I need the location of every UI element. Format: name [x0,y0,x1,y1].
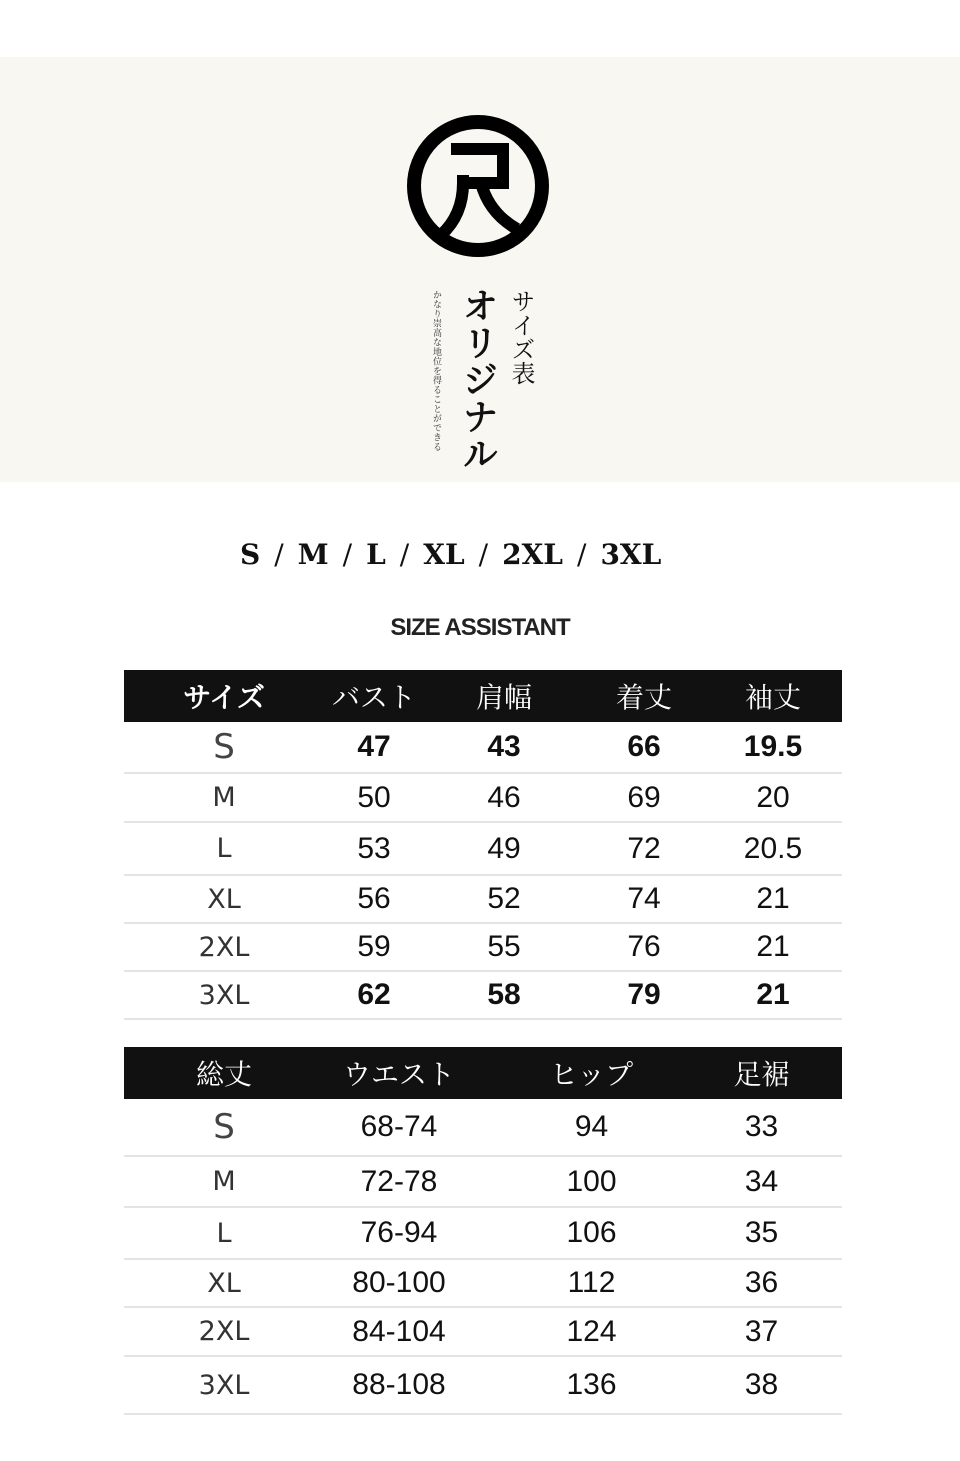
table-row [124,1357,842,1415]
size-table-upper [124,670,842,1020]
size-cell: M [212,1166,236,1197]
table-row [124,1260,842,1308]
value-cell: 69 [627,780,661,814]
table-header [124,670,842,722]
value-cell: 72-78 [360,1164,438,1198]
header-cell: サイズ [183,681,265,714]
header-cell: 総丈 [195,1058,252,1091]
value-cell: 55 [487,930,521,963]
value-cell: 68-74 [360,1110,438,1143]
size-option: 2XL [502,537,563,571]
value-cell: 47 [357,730,391,763]
table-header [124,1047,842,1099]
value-cell: 76-94 [360,1216,438,1249]
value-cell: 21 [756,930,790,963]
value-cell: 53 [357,831,391,865]
value-cell: 100 [566,1164,617,1198]
value-cell: 21 [756,978,790,1011]
value-cell: 74 [627,882,661,915]
size-cell: 3XL [198,1369,250,1401]
size-cell: M [212,782,236,813]
table-row [124,1308,842,1357]
size-cell: S [213,1107,235,1147]
value-cell: 35 [744,1216,779,1249]
value-cell: 49 [487,831,521,865]
size-chart-subtitle-vertical: サイズ表 [507,289,535,385]
value-cell: 106 [566,1216,617,1249]
size-cell: 3XL [198,979,250,1011]
value-cell: 37 [744,1314,779,1348]
size-cell: S [213,727,235,767]
value-cell: 58 [487,978,521,1011]
size-option: M [297,537,329,571]
size-option: 3XL [600,537,662,571]
value-cell: 50 [357,780,391,814]
separator: / [478,537,489,571]
value-cell: 36 [744,1266,779,1299]
table-row [124,823,842,876]
value-cell: 79 [627,978,661,1011]
value-cell: 84-104 [352,1314,446,1348]
table-row [124,1157,842,1208]
table-row [124,1208,842,1260]
table-row [124,774,842,823]
value-cell: 62 [357,978,391,1011]
table-row [124,1099,842,1157]
value-cell: 88-108 [352,1368,446,1401]
value-cell: 20 [756,780,790,814]
size-option: S [240,537,261,571]
header-cell: 着丈 [615,681,672,714]
size-cell: L [216,1217,232,1249]
header-cell: 足裾 [733,1058,790,1091]
value-cell: 94 [574,1110,609,1143]
table-row [124,876,842,924]
size-option: XL [423,537,465,571]
tagline-vertical: かなり崇高な地位を得ることができる [431,290,441,452]
value-cell: 20.5 [743,831,803,865]
value-cell: 33 [744,1110,779,1143]
size-option: L [366,537,386,571]
brand-title-vertical: オリジナル [457,287,499,472]
value-cell: 80-100 [352,1266,446,1299]
separator: / [274,537,284,571]
value-cell: 136 [566,1368,617,1401]
size-cell: XL [207,883,241,915]
value-cell: 43 [487,730,521,763]
value-cell: 112 [567,1266,616,1299]
size-assistant-heading: SIZE ASSISTANT [390,614,570,641]
value-cell: 66 [627,730,661,763]
size-cell: XL [207,1267,241,1299]
value-cell: 56 [357,882,391,915]
size-cell: L [216,833,232,864]
value-cell: 38 [744,1368,779,1401]
table-row [124,722,842,774]
value-cell: 52 [487,882,521,915]
separator: / [577,537,587,571]
value-cell: 46 [487,780,521,814]
logo-icon [405,113,551,259]
value-cell: 76 [627,930,661,963]
size-table-lower [124,1047,842,1415]
header-cell: ヒップ [549,1058,634,1091]
size-cell: 2XL [198,931,250,963]
size-options-line [240,532,780,576]
separator: / [399,537,410,571]
value-cell: 124 [566,1314,617,1348]
value-cell: 59 [357,930,391,963]
value-cell: 34 [744,1164,779,1198]
header-cell: バスト [331,681,416,714]
separator: / [342,537,353,571]
header-cell: 肩幅 [475,681,532,714]
table-row [124,972,842,1020]
table-row [124,924,842,972]
header-cell: ウエスト [342,1058,455,1091]
value-cell: 21 [756,882,790,915]
brand-logo [405,113,551,259]
size-cell: 2XL [198,1316,250,1347]
value-cell: 72 [627,831,661,865]
value-cell: 19.5 [743,730,803,763]
header-cell: 袖丈 [744,681,801,714]
